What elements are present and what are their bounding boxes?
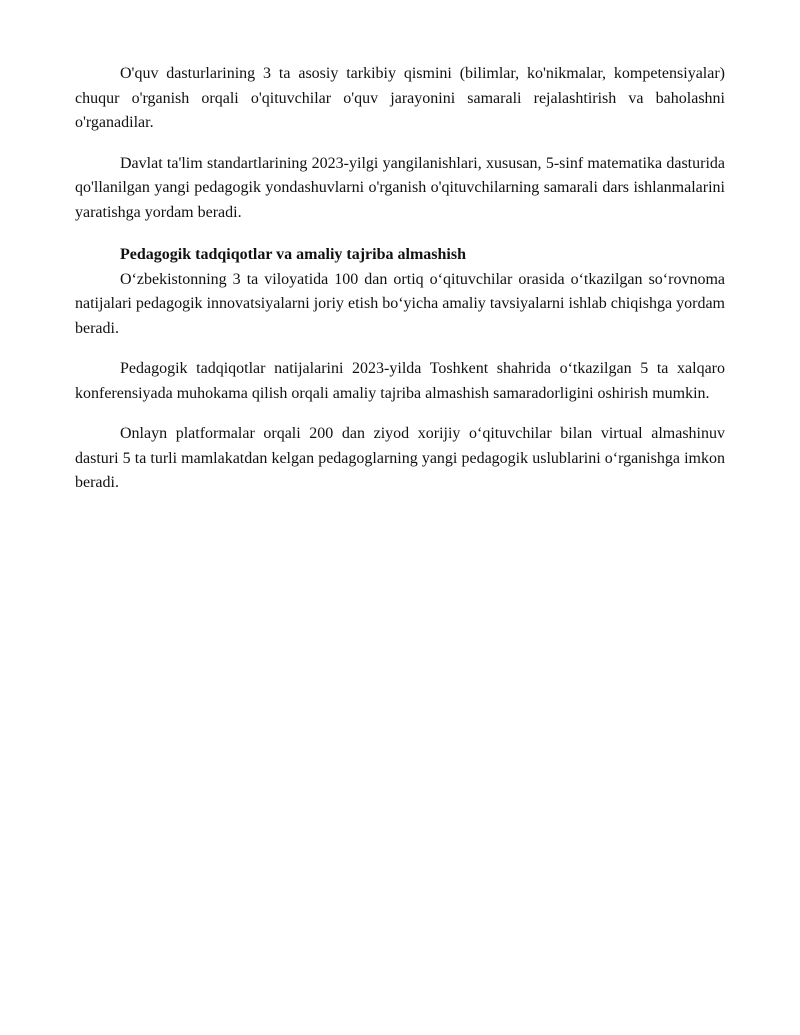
paragraph-curriculum-components: O'quv dasturlarining 3 ta asosiy tarkibiy qismini (bilimlar, ko'nikmalar, kompetensiyalar) chuqur o'rganish orqali o'qituvchilar o'quv jarayonini samarali rejalashtirish va baholashni o'rganadilar.: [75, 65, 725, 131]
paragraph-survey-results: O‘zbekistonning 3 ta viloyatida 100 dan ortiq o‘qituvchilar orasida o‘tkazilgan so‘rovnoma natijalari pedagogik innovatsiyalarni joriy etish bo‘yicha amaliy tavsiyalarni ishlab chiqishga yordam beradi.: [75, 270, 725, 337]
paragraph-standards-updates: Davlat ta'lim standartlarining 2023-yilgi yangilanishlari, xususan, 5-sinf matematika dasturida qo'llanilgan yangi pedagogik yondashuvlarni o'rganish o'qituvchilarning samarali dars ishlanmalarini yaratishga yordam beradi.: [75, 154, 725, 221]
section-heading: Pedagogik tadqiqotlar va amaliy tajriba almashish: [120, 246, 466, 263]
document-page: [75, 62, 725, 512]
paragraph-online-platforms: Onlayn platformalar orqali 200 dan ziyod xorijiy o‘qituvchilar bilan virtual almashinuv dasturi 5 ta turli mamlakatdan kelgan pedagoglarning yangi pedagogik uslublarini o‘rganishga imkon beradi.: [75, 425, 725, 491]
paragraph-conferences: Pedagogik tadqiqotlar natijalarini 2023-yilda Toshkent shahrida o‘tkazilgan 5 ta xalqaro konferensiyada muhokama qilish orqali amaliy tajriba almashish samaradorligini oshirish mumkin.: [75, 360, 725, 402]
